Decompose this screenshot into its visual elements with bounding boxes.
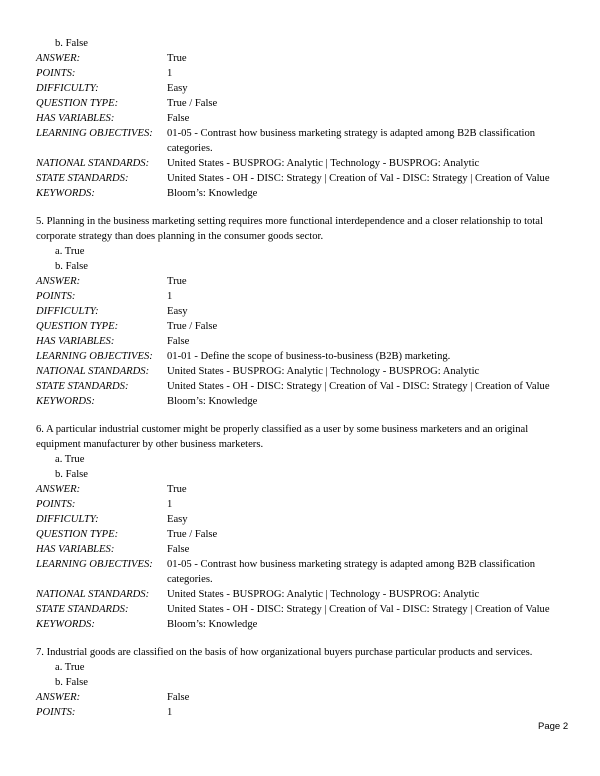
question-7 (36, 645, 566, 720)
national-standards-value: United States - BUSPROG: Analytic | Technology - BUSPROG: Analytic (167, 589, 480, 600)
state-standards-label: STATE STANDARDS: (36, 173, 129, 184)
has-variables-row (36, 111, 566, 126)
points-label: POINTS: (36, 68, 76, 79)
learning-objectives-value: 01-01 - Define the scope of business-to-business (B2B) marketing. (167, 351, 451, 362)
learning-objectives-value: 01-05 - Contrast how business marketing strategy is adapted among B2B classification categories. (167, 128, 536, 154)
has-variables-label: HAS VARIABLES: (36, 336, 115, 347)
answer-row (36, 482, 566, 497)
points-row (36, 705, 566, 720)
answer-row (36, 690, 566, 705)
has-variables-label: HAS VARIABLES: (36, 544, 115, 555)
learning-objectives-row (36, 557, 566, 587)
difficulty-value: Easy (167, 83, 188, 94)
question-type-value: True / False (167, 529, 218, 540)
points-row (36, 66, 566, 81)
points-value: 1 (167, 499, 173, 510)
points-value: 1 (167, 68, 173, 79)
option-b: b. False (55, 469, 88, 480)
state-standards-row (36, 602, 566, 617)
question-type-row (36, 319, 566, 334)
national-standards-value: United States - BUSPROG: Analytic | Technology - BUSPROG: Analytic (167, 158, 480, 169)
question-type-row (36, 96, 566, 111)
points-row (36, 289, 566, 304)
answer-label: ANSWER: (36, 484, 81, 495)
state-standards-label: STATE STANDARDS: (36, 381, 129, 392)
question-text: 6. A particular industrial customer might be properly classified as a user by some business marketers and an original equipment manufacturer by other business marketers. (36, 424, 529, 450)
learning-objectives-label: LEARNING OBJECTIVES: (36, 128, 153, 139)
difficulty-label: DIFFICULTY: (36, 306, 99, 317)
question-type-label: QUESTION TYPE: (36, 98, 119, 109)
has-variables-row (36, 542, 566, 557)
question-text: 5. Planning in the business marketing setting requires more functional interdependence and a closer relationship to total corporate strategy than does planning in the consumer goods sector. (36, 216, 543, 242)
learning-objectives-label: LEARNING OBJECTIVES: (36, 559, 153, 570)
question-type-label: QUESTION TYPE: (36, 529, 119, 540)
learning-objectives-row (36, 126, 566, 156)
question-type-value: True / False (167, 98, 218, 109)
question-5 (36, 214, 566, 409)
option-a: a. True (55, 662, 85, 673)
keywords-label: KEYWORDS: (36, 396, 95, 407)
points-label: POINTS: (36, 707, 76, 718)
state-standards-label: STATE STANDARDS: (36, 604, 129, 615)
national-standards-row (36, 587, 566, 602)
difficulty-value: Easy (167, 306, 188, 317)
national-standards-label: NATIONAL STANDARDS: (36, 589, 150, 600)
national-standards-row (36, 156, 566, 171)
points-label: POINTS: (36, 291, 76, 302)
learning-objectives-value: 01-05 - Contrast how business marketing strategy is adapted among B2B classification categories. (167, 559, 536, 585)
answer-row (36, 274, 566, 289)
keywords-label: KEYWORDS: (36, 619, 95, 630)
answer-value: True (167, 53, 187, 64)
difficulty-label: DIFFICULTY: (36, 514, 99, 525)
answer-label: ANSWER: (36, 53, 81, 64)
difficulty-row (36, 512, 566, 527)
option-b: b. False (55, 261, 88, 272)
question-text: 7. Industrial goods are classified on the basis of how organizational buyers purchase particular products and services. (36, 647, 533, 658)
national-standards-label: NATIONAL STANDARDS: (36, 158, 150, 169)
learning-objectives-row (36, 349, 566, 364)
state-standards-value: United States - OH - DISC: Strategy | Creation of Val - DISC: Strategy | Creation of Value (167, 604, 550, 615)
answer-value: False (167, 692, 190, 703)
question-6 (36, 422, 566, 632)
question-type-value: True / False (167, 321, 218, 332)
has-variables-value: False (167, 544, 190, 555)
answer-label: ANSWER: (36, 276, 81, 287)
state-standards-row (36, 379, 566, 394)
answer-value: True (167, 484, 187, 495)
has-variables-value: False (167, 113, 190, 124)
keywords-row (36, 617, 566, 632)
question-4-tail (36, 36, 566, 201)
points-row (36, 497, 566, 512)
option-a: a. True (55, 454, 85, 465)
learning-objectives-label: LEARNING OBJECTIVES: (36, 351, 153, 362)
difficulty-value: Easy (167, 514, 188, 525)
answer-value: True (167, 276, 187, 287)
has-variables-value: False (167, 336, 190, 347)
document-body (36, 36, 566, 720)
difficulty-row (36, 81, 566, 96)
state-standards-value: United States - OH - DISC: Strategy | Creation of Val - DISC: Strategy | Creation of Value (167, 173, 550, 184)
page-number: Page 2 (538, 721, 569, 732)
question-type-row (36, 527, 566, 542)
keywords-row (36, 394, 566, 409)
keywords-value: Bloom’s: Knowledge (167, 188, 258, 199)
keywords-value: Bloom’s: Knowledge (167, 396, 258, 407)
has-variables-label: HAS VARIABLES: (36, 113, 115, 124)
difficulty-label: DIFFICULTY: (36, 83, 99, 94)
points-value: 1 (167, 291, 173, 302)
state-standards-row (36, 171, 566, 186)
has-variables-row (36, 334, 566, 349)
question-type-label: QUESTION TYPE: (36, 321, 119, 332)
answer-row (36, 51, 566, 66)
keywords-label: KEYWORDS: (36, 188, 95, 199)
keywords-row (36, 186, 566, 201)
points-label: POINTS: (36, 499, 76, 510)
national-standards-value: United States - BUSPROG: Analytic | Technology - BUSPROG: Analytic (167, 366, 480, 377)
option-b: b. False (55, 677, 88, 688)
difficulty-row (36, 304, 566, 319)
keywords-value: Bloom’s: Knowledge (167, 619, 258, 630)
points-value: 1 (167, 707, 173, 718)
option-a: a. True (55, 246, 85, 257)
answer-label: ANSWER: (36, 692, 81, 703)
national-standards-row (36, 364, 566, 379)
national-standards-label: NATIONAL STANDARDS: (36, 366, 150, 377)
state-standards-value: United States - OH - DISC: Strategy | Creation of Val - DISC: Strategy | Creation of Value (167, 381, 550, 392)
option-b: b. False (55, 38, 88, 49)
